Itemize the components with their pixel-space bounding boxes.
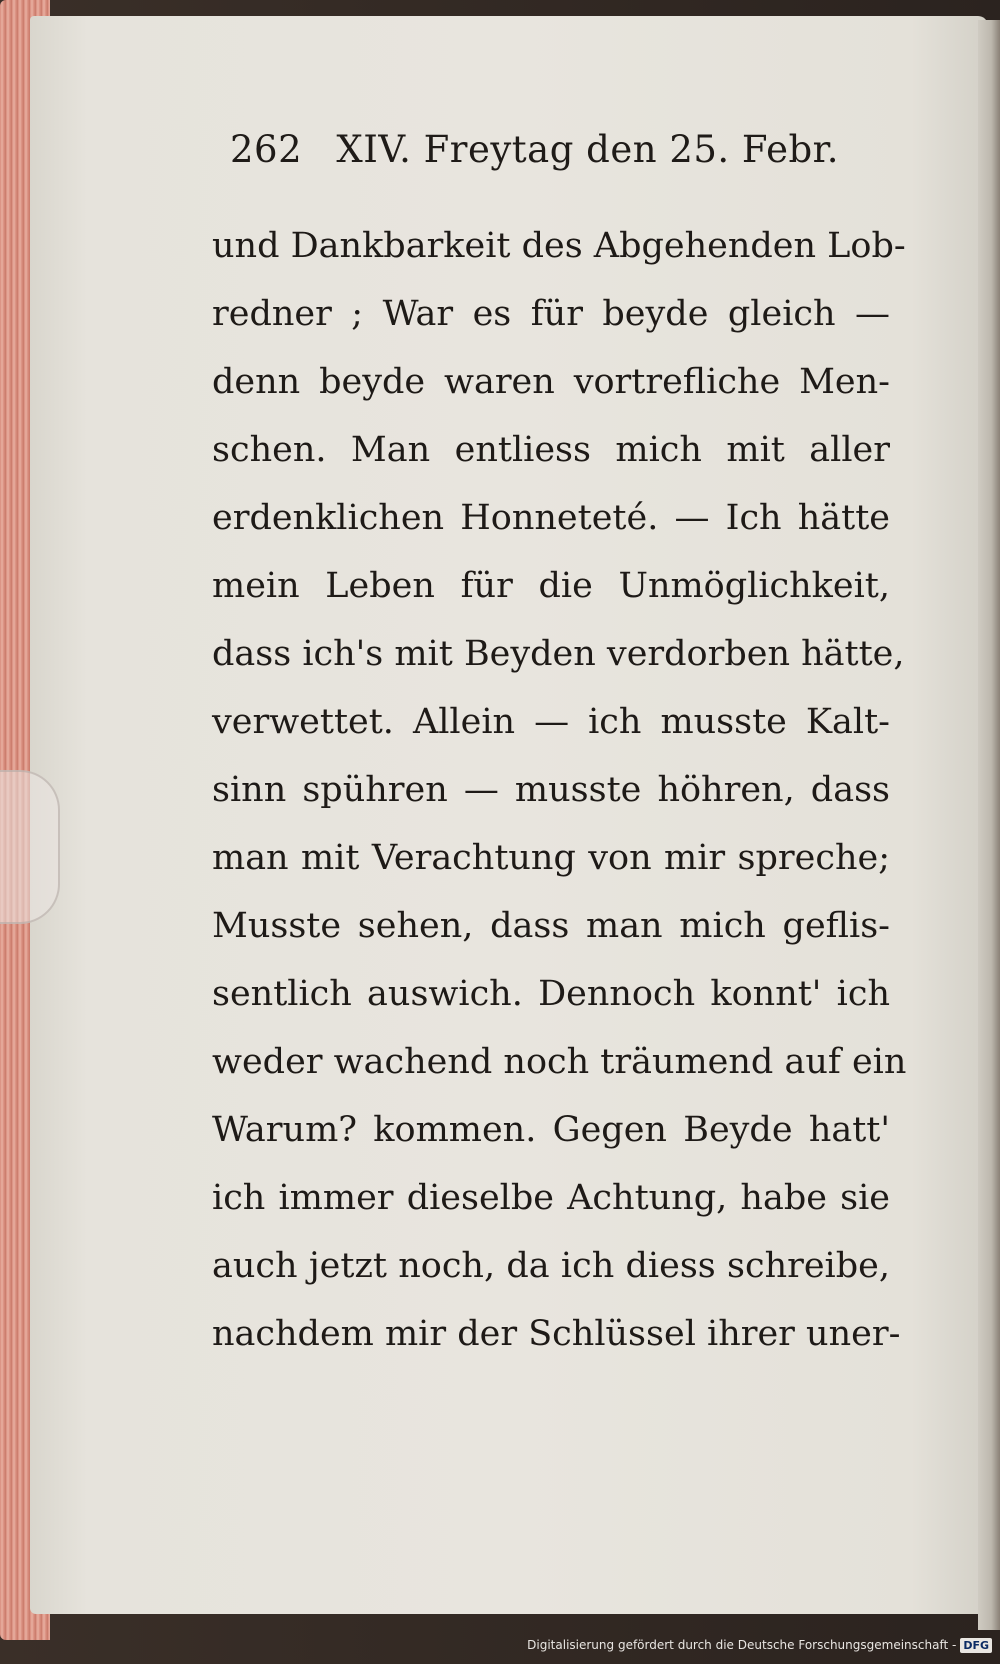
text-line: schen. Man entliess mich mit aller (212, 430, 890, 470)
text-line: man mit Verachtung von mir spreche; (212, 838, 890, 878)
text-line: Warum? kommen. Gegen Beyde hatt' (212, 1110, 890, 1150)
page-number: 262 (230, 128, 303, 171)
running-header (230, 128, 839, 171)
body-text (212, 212, 907, 1368)
text-line: weder wachend noch träumend auf ein (212, 1042, 907, 1082)
text-line: sentlich auswich. Dennoch konnt' ich (212, 974, 890, 1014)
text-line: und Dankbarkeit des Abgehenden Lob- (212, 226, 906, 266)
digitization-credit (527, 1634, 992, 1656)
binding-edge (978, 20, 1000, 1630)
credit-text: Digitalisierung gefördert durch die Deutsche Forschungsgemeinschaft - (527, 1638, 957, 1652)
page-clip (0, 770, 60, 924)
text-line: Musste sehen, dass man mich geflis- (212, 906, 890, 946)
dfg-logo: DFG (960, 1638, 992, 1653)
text-line: auch jetzt noch, da ich diess schreibe, (212, 1246, 890, 1286)
text-line: nachdem mir der Schlüssel ihrer uner- (212, 1314, 901, 1354)
text-line: dass ich's mit Beyden verdorben hätte, (212, 634, 905, 674)
text-line: mein Leben für die Unmöglichkeit, (212, 566, 890, 606)
text-line: ich immer dieselbe Achtung, habe sie (212, 1178, 890, 1218)
text-line: redner ; War es für beyde gleich — (212, 294, 890, 334)
text-line: denn beyde waren vortrefliche Men- (212, 362, 890, 402)
text-line: erdenklichen Honneteté. — Ich hätte (212, 498, 890, 538)
running-title: XIV. Freytag den 25. Febr. (336, 128, 840, 171)
text-line: verwettet. Allein — ich musste Kalt- (212, 702, 890, 742)
text-line: sinn spühren — musste höhren, dass (212, 770, 890, 810)
